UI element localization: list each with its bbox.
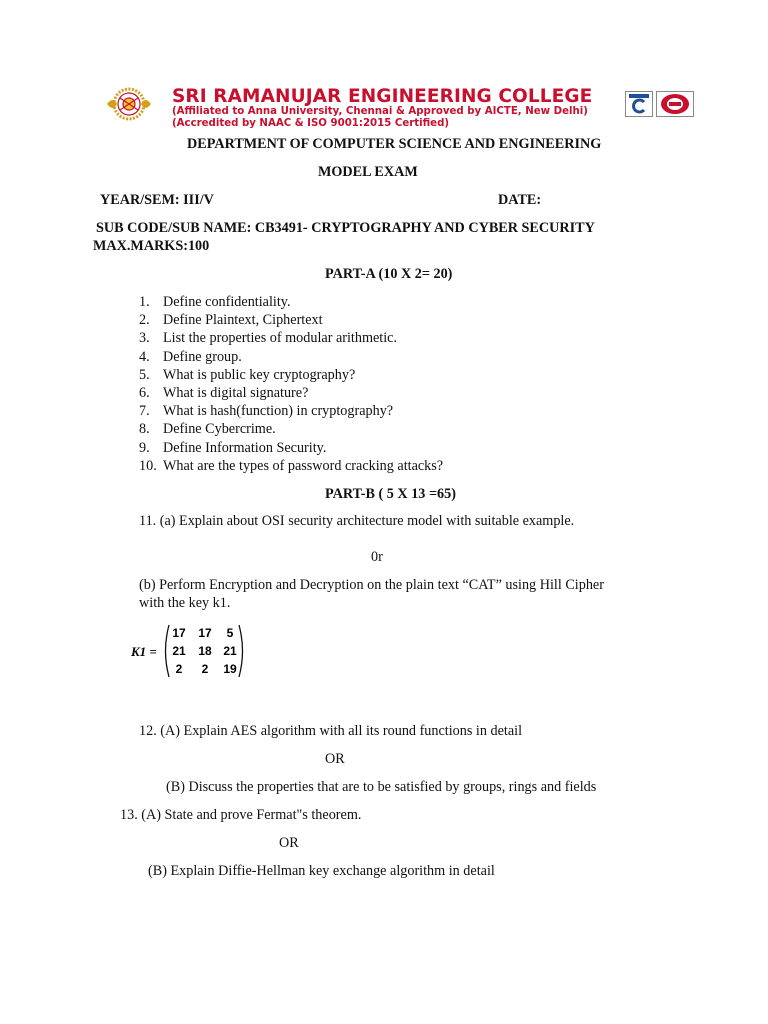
list-item: 1. Define confidentiality. <box>139 294 291 310</box>
question-11a: 11. (a) Explain about OSI security architecture model with suitable example. <box>139 513 575 529</box>
matrix-right-bracket <box>239 625 243 677</box>
matrix-cell: 17 <box>198 626 212 640</box>
question-13a: 13. (A) State and prove Fermat"s theorem. <box>120 807 362 823</box>
list-item: 8. Define Cybercrime. <box>139 421 276 438</box>
exam-title: MODEL EXAM <box>318 164 418 180</box>
college-name: SRI RAMANUJAR ENGINEERING COLLEGE <box>172 86 593 107</box>
list-item: 2. Define Plaintext, Ciphertext <box>139 312 323 329</box>
subject-line: SUB CODE/SUB NAME: CB3491- CRYPTOGRAPHY AND CYBER SECURITY <box>96 220 595 236</box>
year-semester: YEAR/SEM: III/V <box>100 192 214 208</box>
part-b-heading: PART-B ( 5 X 13 =65) <box>325 486 456 502</box>
matrix-cell: 2 <box>201 662 209 676</box>
matrix-label: K1 = <box>131 644 157 659</box>
question-11-or: 0r <box>371 549 383 565</box>
department-title: DEPARTMENT OF COMPUTER SCIENCE AND ENGINEERING <box>187 136 602 152</box>
matrix-cell: 5 <box>226 626 234 640</box>
matrix-left-bracket <box>166 625 170 677</box>
matrix-cell: 21 <box>172 644 186 658</box>
college-accreditation: (Accredited by NAAC & ISO 9001:2015 Certified) <box>172 118 450 129</box>
question-12b: (B) Discuss the properties that are to be satisfied by groups, rings and fields <box>166 779 597 795</box>
question-13-or: OR <box>279 835 299 851</box>
matrix-cell: 19 <box>223 662 237 676</box>
list-item: 6. What is digital signature? <box>139 385 309 402</box>
list-item: 7. What is hash(function) in cryptography? <box>139 403 394 420</box>
max-marks: MAX.MARKS:100 <box>93 238 210 254</box>
matrix-cell: 18 <box>198 644 212 658</box>
list-item: 9. Define Information Security. <box>139 439 327 456</box>
college-emblem-icon <box>103 86 155 122</box>
matrix-cell: 21 <box>223 644 237 658</box>
question-11b-line2: with the key k1. <box>139 595 231 611</box>
key-matrix-k1 <box>131 622 251 680</box>
question-13b: (B) Explain Diffie-Hellman key exchange algorithm in detail <box>148 863 495 879</box>
part-a-question-list <box>139 293 443 475</box>
naac-certification-icon <box>656 91 694 117</box>
list-item: 5. What is public key cryptography? <box>139 366 356 383</box>
question-11b-line1: (b) Perform Encryption and Decryption on the plain text “CAT” using Hill Cipher <box>139 577 604 593</box>
part-a-heading: PART-A (10 X 2= 20) <box>325 266 453 282</box>
date-label: DATE: <box>498 192 542 208</box>
college-affiliation: (Affiliated to Anna University, Chennai & Approved by AICTE, New Delhi) <box>172 106 588 117</box>
matrix-cell: 17 <box>172 626 186 640</box>
list-item: 4. Define group. <box>139 348 242 365</box>
iso-certification-icon <box>625 91 653 117</box>
list-item: 3. List the properties of modular arithmetic. <box>139 330 398 347</box>
matrix-cell: 2 <box>175 662 183 676</box>
list-item: 10. What are the types of password cracking attacks? <box>139 457 444 474</box>
question-12a: 12. (A) Explain AES algorithm with all its round functions in detail <box>139 723 523 739</box>
question-12-or: OR <box>325 751 345 767</box>
